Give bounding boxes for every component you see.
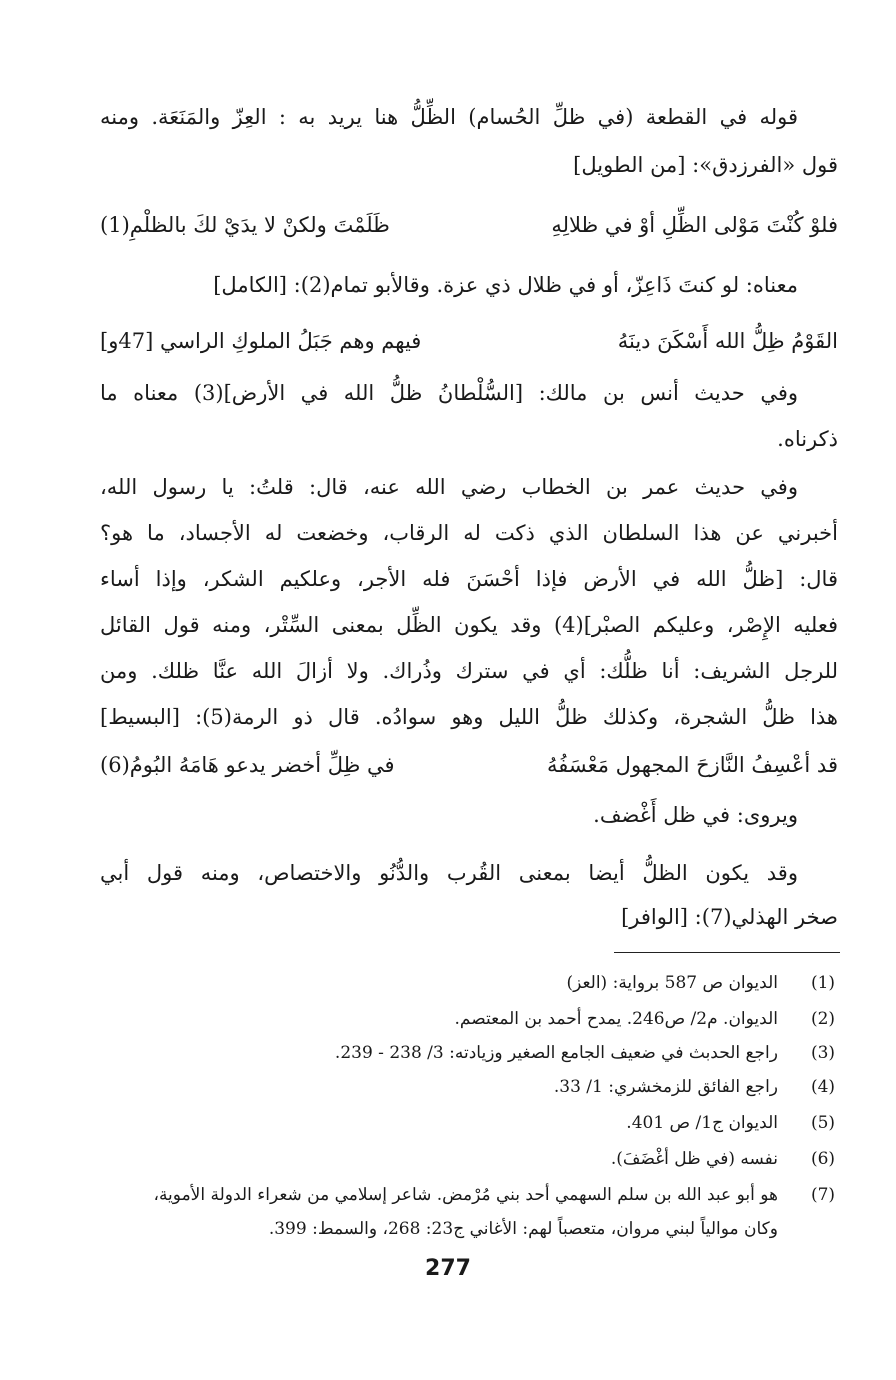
text-line: وفي حديث أنس بن مالك: [السُّلْطانُ ظلُّ الله في الأرض](3) معناه ما xyxy=(100,381,799,405)
footnote-text: الديوان. م2/ ص246. يمدح أحمد بن المعتصم. xyxy=(454,1009,778,1029)
text-line: فعليه الإِصْر، وعليكم الصبْر](4) وقد يكون الظِّل بمعنى السِّتْر، ومنه قول القائل xyxy=(100,613,838,637)
text-line: هذا ظلُّ الشجرة، وكذلك ظلُّ الليل وهو سوادُه. قال ذو الرمة(5): [البسيط] xyxy=(100,705,838,729)
verse-hemistich-second: ظَلَمْتَ ولكنْ لا يدَيْ لكَ بالظلْمِ(1) xyxy=(100,213,390,237)
footnote-text: راجع الفائق للزمخشري: 1/ 33. xyxy=(553,1077,778,1097)
verse-hemistich-second: في ظِلِّ أخضر يدعو هَامَهُ البُومُ(6) xyxy=(100,753,395,777)
footnote-number: (2) xyxy=(810,1009,836,1029)
text-line: صخر الهذلي(7): [الوافر] xyxy=(621,905,838,929)
footnote-number: (1) xyxy=(810,973,836,993)
text-line: أخبرني عن هذا السلطان الذي ذكت له الرقاب، وخضعت له الأجساد، ما هو؟ xyxy=(100,521,838,545)
footnote-text: نفسه (في ظل أغْضَفَ). xyxy=(610,1149,778,1169)
footnote-text: الديوان ج1/ ص 401. xyxy=(626,1113,778,1133)
text-line: معناه: لو كنتَ ذَاعِزّ، أو في ظلال ذي عزة. وقالأبو تمام(2): [الكامل] xyxy=(213,273,798,297)
text-line: ذكرناه. xyxy=(777,427,838,451)
text-line: وقد يكون الظلُّ أيضا بمعنى القُرب والدُّنُو والاختصاص، ومنه قول أبي xyxy=(100,861,798,885)
page-number: 277 xyxy=(425,1256,471,1281)
footnote-number: (7) xyxy=(810,1185,836,1205)
text-line: ويروى: في ظل أَغْضف. xyxy=(593,803,798,827)
verse-hemistich-first: القَوْمُ ظِلُّ الله أَسْكَنَ دينَهُ xyxy=(617,329,838,353)
verse-hemistich-second: فيهم وهم جَبَلُ الملوكِ الراسي [47و] xyxy=(100,329,422,353)
text-line: قوله في القطعة (في ظلِّ الحُسام) الظِّلُّ هنا يريد به : العِزّ والمَنَعَة. ومنه xyxy=(100,105,798,129)
footnote-number: (3) xyxy=(810,1043,836,1063)
text-line: قال: [ظلُّ الله في الأرض فإذا أحْسَنَ فله الأجر، وعلكيم الشكر، وإذا أساء xyxy=(100,567,838,591)
footnote-number: (6) xyxy=(810,1149,836,1169)
text-line: وفي حديث عمر بن الخطاب رضي الله عنه، قال: قلتُ: يا رسول الله، xyxy=(100,475,798,499)
footnote-text: الديوان ص 587 برواية: (العز) xyxy=(566,973,778,993)
footnote-text: هو أبو عبد الله بن سلم السهمي أحد بني مُرْمض. شاعر إسلامي من شعراء الدولة الأموية، xyxy=(153,1185,778,1205)
footnote-number: (4) xyxy=(810,1077,836,1097)
verse-hemistich-first: قد أعْسِفُ النَّازحَ المجهول مَعْسَفُهُ xyxy=(547,753,838,777)
footnote-divider xyxy=(614,952,840,953)
text-line: قول «الفرزدق»: [من الطويل] xyxy=(573,153,838,177)
text-line: للرجل الشريف: أنا ظلُّك: أي في سترك وذُراك. ولا أزالَ الله عنَّا ظلك. ومن xyxy=(100,659,839,683)
footnote-number: (5) xyxy=(810,1113,836,1133)
footnote-text: راجع الحدبث في ضعيف الجامع الصغير وزيادته: 3/ 238 - 239. xyxy=(334,1043,778,1063)
verse-hemistich-first: فلوْ كُنْتَ مَوْلى الظِّلِ أوْ في ظلالِهِ xyxy=(551,213,838,237)
footnote-continuation: وكان موالياً لبني مروان، متعصباً لهم: الأغاني ج23: 268، والسمط: 399. xyxy=(268,1219,778,1239)
